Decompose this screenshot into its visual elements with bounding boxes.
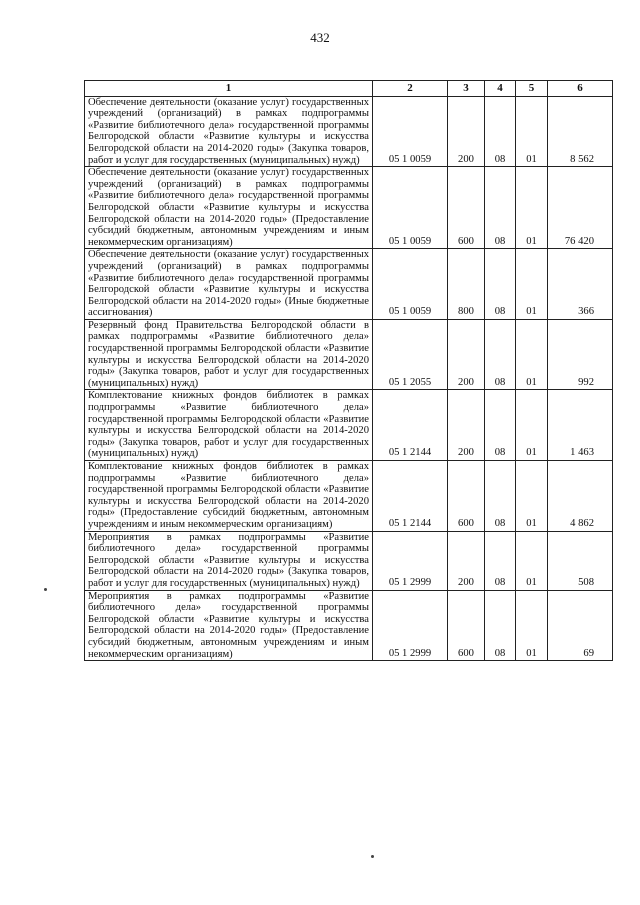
table-row [85, 167, 613, 249]
row-section: 08 [485, 590, 516, 661]
header-col-2: 2 [373, 81, 448, 97]
budget-table [84, 80, 613, 661]
row-section: 08 [485, 96, 516, 167]
row-expense-type: 200 [448, 319, 485, 390]
table-row [85, 461, 613, 532]
row-amount: 508 [548, 531, 613, 590]
row-expense-type: 200 [448, 390, 485, 461]
row-target-code: 05 1 2144 [373, 390, 448, 461]
row-expense-type: 200 [448, 96, 485, 167]
row-subsection: 01 [516, 319, 548, 390]
row-target-code: 05 1 2999 [373, 590, 448, 661]
row-description: Мероприятия в рамках подпрограммы «Развитие библиотечного дела» государственной программы Белгородской области «Развитие культуры и искусства Белгородской области на 2014-2020 годы» (Предоставление субсидий бюджетным, автономным учреждениям и иным некоммерческим организациям) [85, 590, 373, 661]
row-target-code: 05 1 2055 [373, 319, 448, 390]
table-row [85, 249, 613, 320]
row-subsection: 01 [516, 461, 548, 532]
row-expense-type: 600 [448, 461, 485, 532]
row-subsection: 01 [516, 590, 548, 661]
row-subsection: 01 [516, 531, 548, 590]
row-description: Резервный фонд Правительства Белгородской области в рамках подпрограммы «Развитие библиотечного дела» государственной программы Белгородской области «Развитие культуры и искусства Белгородской области на 2014-2020 годы» (Закупка товаров, работ и услуг для государственных (муниципальных) нужд) [85, 319, 373, 390]
scan-dot [371, 855, 374, 858]
row-target-code: 05 1 0059 [373, 249, 448, 320]
row-subsection: 01 [516, 167, 548, 249]
table-row [85, 96, 613, 167]
row-section: 08 [485, 461, 516, 532]
header-col-3: 3 [448, 81, 485, 97]
row-amount: 1 463 [548, 390, 613, 461]
row-amount: 4 862 [548, 461, 613, 532]
table-row [85, 531, 613, 590]
row-section: 08 [485, 390, 516, 461]
row-target-code: 05 1 0059 [373, 167, 448, 249]
row-section: 08 [485, 167, 516, 249]
row-description: Мероприятия в рамках подпрограммы «Развитие библиотечного дела» государственной программы Белгородской области «Развитие культуры и искусства Белгородской области на 2014-2020 годы» (Закупка товаров, работ и услуг для государственных (муниципальных) нужд) [85, 531, 373, 590]
row-section: 08 [485, 249, 516, 320]
row-expense-type: 600 [448, 167, 485, 249]
table-row [85, 390, 613, 461]
row-subsection: 01 [516, 390, 548, 461]
scan-dot [44, 588, 47, 591]
row-description: Обеспечение деятельности (оказание услуг) государственных учреждений (организаций) в рамках подпрограммы «Развитие библиотечного дела» государственной программы Белгородской области «Развитие культуры и искусства Белгородской области на 2014-2020 годы» (Закупка товаров, работ и услуг для государственных (муниципальных) нужд) [85, 96, 373, 167]
row-target-code: 05 1 2999 [373, 531, 448, 590]
row-description: Обеспечение деятельности (оказание услуг) государственных учреждений (организаций) в рамках подпрограммы «Развитие библиотечного дела» государственной программы Белгородской области «Развитие культуры и искусства Белгородской области на 2014-2020 годы» (Предоставление субсидий бюджетным, автономным учреждениям и иным некоммерческим организациям) [85, 167, 373, 249]
row-expense-type: 200 [448, 531, 485, 590]
row-amount: 366 [548, 249, 613, 320]
row-amount: 8 562 [548, 96, 613, 167]
row-section: 08 [485, 319, 516, 390]
row-description: Комплектование книжных фондов библиотек в рамках подпрограммы «Развитие библиотечного дела» государственной программы Белгородской области «Развитие культуры и искусства Белгородской области на 2014-2020 годы» (Предоставление субсидий бюджетным, автономным учреждениям и иным некоммерческим организациям) [85, 461, 373, 532]
row-description: Обеспечение деятельности (оказание услуг) государственных учреждений (организаций) в рамках подпрограммы «Развитие библиотечного дела» государственной программы Белгородской области «Развитие культуры и искусства Белгородской области на 2014-2020 годы» (Иные бюджетные ассигнования) [85, 249, 373, 320]
table-header-row [85, 81, 613, 97]
row-subsection: 01 [516, 96, 548, 167]
row-amount: 76 420 [548, 167, 613, 249]
table-row [85, 319, 613, 390]
page-number: 432 [310, 30, 330, 45]
row-expense-type: 600 [448, 590, 485, 661]
table-row [85, 590, 613, 661]
row-amount: 69 [548, 590, 613, 661]
header-col-6: 6 [548, 81, 613, 97]
header-col-4: 4 [485, 81, 516, 97]
header-col-1: 1 [85, 81, 373, 97]
row-target-code: 05 1 2144 [373, 461, 448, 532]
row-section: 08 [485, 531, 516, 590]
row-subsection: 01 [516, 249, 548, 320]
row-amount: 992 [548, 319, 613, 390]
row-expense-type: 800 [448, 249, 485, 320]
header-col-5: 5 [516, 81, 548, 97]
row-target-code: 05 1 0059 [373, 96, 448, 167]
row-description: Комплектование книжных фондов библиотек в рамках подпрограммы «Развитие библиотечного дела» государственной программы Белгородской области «Развитие культуры и искусства Белгородской области на 2014-2020 годы» (Закупка товаров, работ и услуг для государственных (муниципальных) нужд) [85, 390, 373, 461]
